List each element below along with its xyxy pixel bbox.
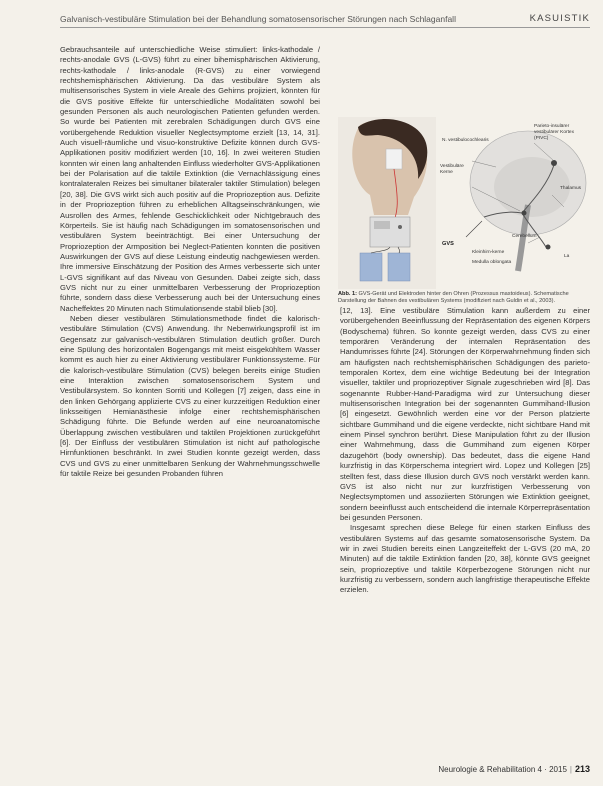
caption-label: Abb. 1:	[338, 291, 357, 297]
label-nucleus: Kleinhirn-kerne	[472, 250, 505, 255]
label-vestibular-nuclei: Vestibuläre Kerne	[440, 164, 464, 175]
left-column	[60, 45, 320, 479]
paragraph: [12, 13]. Eine vestibuläre Stimulation kann außerdem zu einer vorübergehenden Beeinflussung der Repräsentation des eigenen Körpers (Bodyschema) führen. So konnte gezeigt werden, dass CVS zu einer temporären Veränderung der internalen Repräsentation des Handumrisses führte [24]. Störungen der Körperwahrnehmung finden sich am häufigsten nach rechtshemisphärischen Schädigungen des parieto-temporalen Kortex, dem eine wichtige Bedeutung bei der Integration visueller, taktiler und propriozeptiver Signale zugeschrieben wird [8]. Das sogenannte Rubber-Hand-Paradigma wird zur Untersuchung dieser multisensorischen Integration bei der sogenannten Gummihand-Illusion [6] eingesetzt. Gewöhnlich werden eine vor der Person platzierte sichtbare Gummihand und die eigene verdeckte, nicht sichtbare Hand mit einem Pinsel synchron berührt. Diese Manipulation führt zu der Illusion einer Wahrnehmung, dass die Gummihand zum eigenen Körper dazugehört (body ownership). Das bedeutet, dass die eigene Hand kurzfristig in das Körperschema integriert wird. Lopez und Kollegen [25] stellten fest, dass diese Illusion durch GVS noch verstärkt werden kann. GVS ist also nicht nur zur kurzfristigen Verbesserung von Neglectsymptomen und assoziierten Störungen wie Extinktion geeignet, sondern beeinflusst auch entscheidend die internale Körperrepräsentation bei gesunden Personen.	[340, 306, 590, 522]
paragraph: Gebrauchsanteile auf unterschiedliche Weise stimuliert: links-kathodale / rechts-anodale GVS (L-GVS) führt zu einer bihemisphärischen Aktivierung, rechts-kathodale / links-anodale (R-GVS) zu einer vorwiegend rechtshemisphärischen Aktivierung. Da das vestibuläre System als multisensorisches System in viele Areale des Gehirns projiziert, könnten für die GVS positive Effekte für unterschiedliche Modalitäten sowohl bei gesunden Personen als auch neurologischen Patienten gefunden werden. So wurde bei Patienten mit zerebralen Schädigungen durch GVS eine vorübergehende Reduktion visueller Neglectsymptome erzielt [13, 14, 31]. Auch visuell-räumliche und visuo-konstruktive Defizite können durch GVS-Applikationen positiv modifiziert werden [10, 16]. In zwei weiteren Studien konnten wir einen lang anhaltenden Einfluss wiederholter GVS-Applikationen bei der Polarisation auf die taktile Extinktion (die Vernachlässigung eines kontralateralen Reizes bei simultaner bilateraler taktiler Stimulation) belegen [20, 38]. Die GVS wirkt sich auch positiv auf die Propriozeption aus. Defizite in der Propriozeption führen zu erheblichen Alltagseinschränkungen, wie Ausrollen des Armes, fehlende Geschicklichkeit oder Nichtgebrauch des Körperteils. Sie ist häufig nach Schädigungen im somatosensorischen und vestibulären System beeinträchtigt. Bei einer Untersuchung der Propriozeption der Armposition bei Neglect-Patienten konnten die positiven Auswirkungen der GVS auf diese Leistung eindeutig nachgewiesen werden. Ihre immersive Einschätzung der Position des Armes verbesserte sich unter L-GVS signifikant auf das Niveau von Gesunden. Dabei zeigte sich, dass GVS nicht nur zu einer unmittelbaren Verbesserung der Propriozeption führte, sondern dass diese Verbesserung auch bei der Untersuchung eines Nacheffektes 20 Minuten nach Stimulationsende stabil blieb [30].	[60, 45, 320, 313]
caption-text: GVS-Gerät und Elektroden hinter den Ohren (Prozessus mastoideus). Schematische Darstellung der Bahnen des vestibulären Systems (modifiziert nach Guldin et al., 2003).	[338, 291, 569, 304]
figure-caption	[338, 291, 590, 305]
page-header	[60, 12, 590, 26]
label-medulla: Medulla oblongata	[472, 260, 512, 265]
label-pivc: Parieto-insulärer vestibulärer Kortex (PIVC)	[534, 124, 574, 141]
page-number: 213	[574, 764, 590, 774]
figure	[338, 117, 590, 287]
gvs-device-photo	[338, 117, 436, 289]
label-cerebellum: Cerebellum	[512, 234, 537, 239]
label-nervus: N. vestibulocochlearis	[442, 138, 489, 143]
label-thalamus: Thalamus	[560, 186, 582, 191]
section-label: KASUISTIK	[529, 13, 590, 24]
page-footer	[340, 764, 590, 774]
journal-name: Neurologie & Rehabilitation 4 · 2015	[438, 765, 567, 774]
label-lateral: La	[564, 254, 570, 259]
running-title: Galvanisch-vestibuläre Stimulation bei der Behandlung somatosensorischer Störungen nach Schlaganfall	[60, 14, 456, 24]
label-gvs: GVS	[442, 241, 454, 247]
header-rule	[60, 27, 590, 28]
paragraph: Insgesamt sprechen diese Belege für einen starken Einfluss des vestibulären Systems auf das gesamte somatosensorische System. Da wir in zwei Studien bereits einen Langzeiteffekt der L-GVS (20 mA, 20 Minuten) auf die taktile Extinktion fanden [20, 38], könnte GVS geeignet sein, propriozeptive und taktile Körperbezogene Störungen nicht nur kurzfristig zu verbessern, sondern auch langfristige therapeutische Effekte erzielen.	[340, 523, 590, 595]
footer-separator: |	[569, 765, 572, 774]
paragraph: Neben dieser vestibulären Stimulationsmethode findet die kalorisch-vestibuläre Stimulation (CVS) Anwendung. Ihr Nebenwirkungsprofil ist im Gegensatz zur galvanisch-vestibulären Stimulation deutlich größer. Durch eine Spülung des horizontalen Bogengangs mit meist eisgekühltem Wasser kommt es auch hier zu einer Aktivierung vestibulärer Funktionssysteme. Für die kalorisch-vestibuläre Stimulation (CVS) belegen bereits einige Studien eine Interaktion zwischen somatosensorischem System und Vestibulärsystem. So konnten Sorriti und Kollegen [7] zeigen, dass eine in den linken Gehörgang applizierte CVS zu einer kurzzeitigen Reduktion einer linksseitigen Hemianästhesie infolge einer rechtshemisphärischen Schädigung führte. Die Befunde werden auf eine neuroanatomische Überlappung zwischen vestibulären und taktilen Projektionen zurückgeführt [6]. Der Einfluss der vestibulären Stimulation ist nicht auf pathologische Hirnfunktionen beschränkt. In zwei Studien konnte gezeigt werden, dass CVS und GVS zu einer unmittelbaren Senkung der Wahrnehmungsschwelle für taktile Reize bei gesunden Probanden führen	[60, 313, 320, 479]
vestibular-pathway-diagram	[436, 117, 590, 289]
right-column	[340, 306, 590, 596]
